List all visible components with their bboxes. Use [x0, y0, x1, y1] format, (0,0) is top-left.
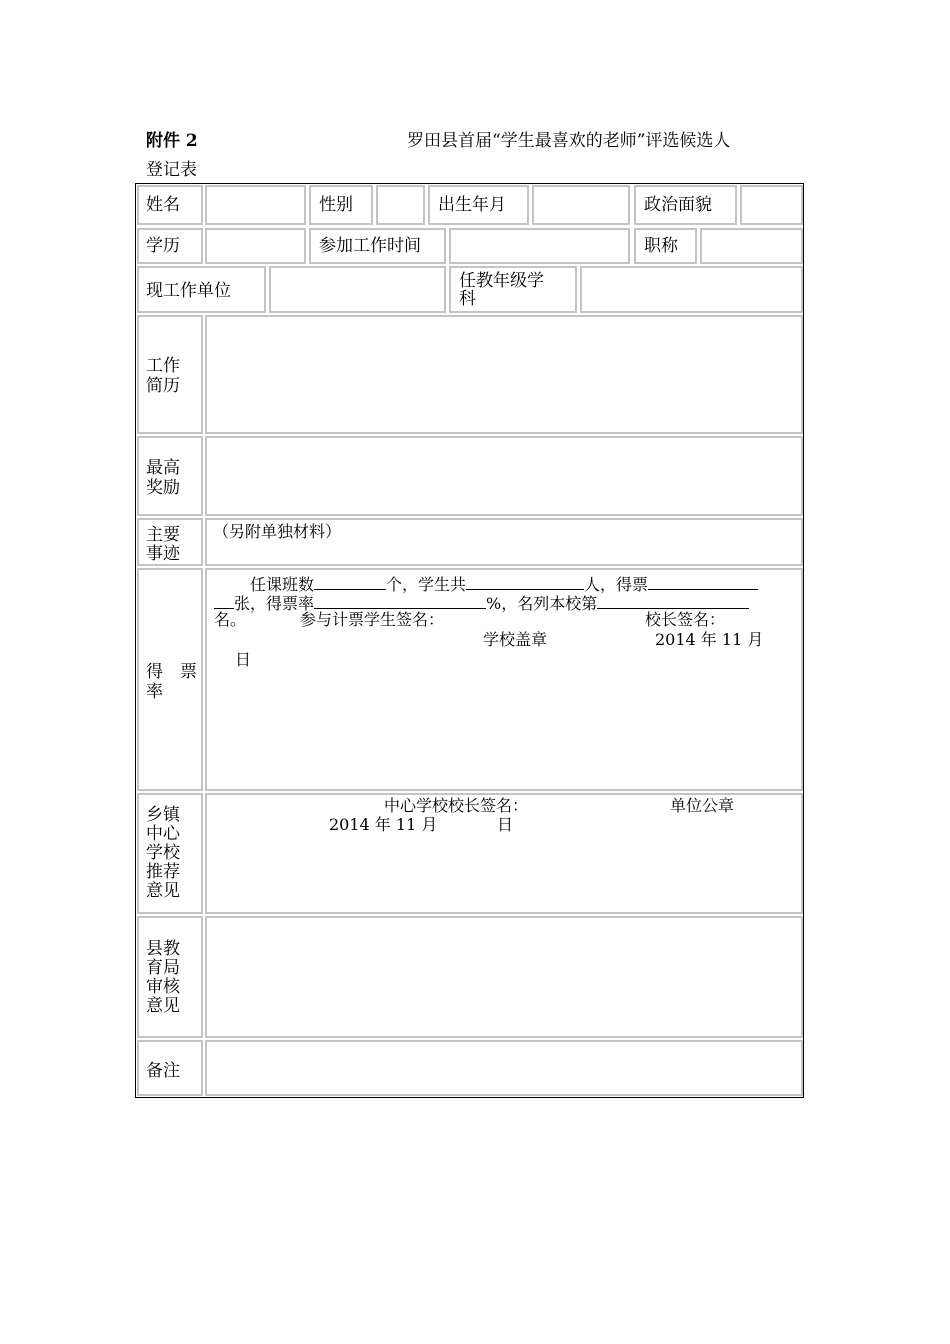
vote-area: [205, 568, 803, 791]
town-label-cell: [137, 793, 203, 914]
town-day: 日: [497, 815, 514, 834]
town-label-line2: 中心: [146, 824, 180, 844]
deeds-label-line1: 主要: [146, 525, 180, 545]
grade-subject-input-cell[interactable]: [580, 266, 803, 313]
work-start-label-cell: [309, 228, 446, 264]
award-input-area[interactable]: [205, 436, 803, 516]
students-blank[interactable]: [466, 573, 584, 590]
resume-label-line1: 工作: [146, 356, 180, 376]
deeds-note: （另附单独材料）: [213, 522, 342, 541]
politics-label: 政治面貌: [644, 195, 712, 215]
grade-subject-label-line2: 科: [459, 289, 476, 309]
county-label-line3: 审核: [146, 977, 180, 997]
town-principal-signature-label: 中心学校校长签名：: [384, 796, 529, 815]
students-signature-label: 参与计票学生签名：: [300, 610, 445, 629]
county-label-cell: [137, 916, 203, 1038]
education-input-cell[interactable]: [205, 228, 306, 264]
unit-input-cell[interactable]: [269, 266, 446, 313]
name-input-cell[interactable]: [205, 185, 306, 225]
title-label-cell: [634, 228, 697, 264]
vote-label-line1: 得 票: [146, 662, 197, 682]
name-label-cell: [137, 185, 203, 225]
town-label-line4: 推荐: [146, 862, 180, 882]
politics-label-cell: [634, 185, 737, 225]
rank-blank[interactable]: [597, 592, 749, 609]
remark-input-area[interactable]: [205, 1040, 803, 1096]
resume-label-cell: [137, 315, 203, 434]
county-opinion-area[interactable]: [205, 916, 803, 1038]
education-label-cell: [137, 228, 203, 264]
gender-label: 性别: [319, 195, 353, 215]
deeds-label-cell: [137, 518, 203, 566]
principal-signature-label: 校长签名：: [645, 610, 726, 629]
document-subtitle: 登记表: [146, 160, 197, 180]
town-label-line1: 乡镇: [146, 805, 180, 825]
remark-label-cell: [137, 1040, 203, 1096]
education-label: 学历: [146, 236, 180, 256]
gender-label-cell: [309, 185, 373, 225]
classes-blank[interactable]: [314, 573, 386, 590]
vote-date: 2014 年 11 月: [655, 630, 764, 649]
unit-label-cell: [137, 266, 266, 313]
vote-label-cell: [137, 568, 203, 791]
county-label-line4: 意见: [146, 996, 180, 1016]
birth-input-cell[interactable]: [532, 185, 630, 225]
birth-label-cell: [428, 185, 529, 225]
votes-blank[interactable]: [648, 573, 758, 590]
vote-text-rate: 张，得票率: [234, 594, 315, 613]
county-label-line2: 育局: [146, 958, 180, 978]
town-label-line5: 意见: [146, 881, 180, 901]
politics-input-cell[interactable]: [740, 185, 803, 225]
remark-label: 备注: [146, 1061, 180, 1081]
work-start-label: 参加工作时间: [319, 236, 421, 256]
grade-subject-label-cell: [449, 266, 577, 313]
work-start-input-cell[interactable]: [449, 228, 630, 264]
grade-subject-label-line1: 任教年级学: [459, 271, 544, 291]
deeds-input-area[interactable]: [205, 518, 803, 566]
votes-blank-continued[interactable]: [214, 592, 234, 609]
town-opinion-area[interactable]: [205, 793, 803, 914]
birth-label: 出生年月: [438, 195, 506, 215]
rate-blank[interactable]: [314, 592, 486, 609]
town-seal-label: 单位公章: [670, 796, 735, 815]
vote-text-votes: 人，得票: [584, 575, 649, 594]
town-date: 2014 年 11 月: [329, 815, 438, 834]
resume-label-line2: 简历: [146, 376, 180, 396]
county-label-line1: 县教: [146, 939, 180, 959]
resume-input-area[interactable]: [205, 315, 803, 434]
gender-input-cell[interactable]: [376, 185, 425, 225]
vote-day: 日: [235, 650, 252, 669]
vote-text-end: 名。: [214, 610, 247, 629]
vote-text-rank: %，名列本校第: [486, 594, 598, 613]
document-title: 罗田县首届“学生最喜欢的老师”评选候选人: [407, 131, 731, 151]
deeds-label-line2: 事迹: [146, 544, 180, 564]
attachment-number: 附件 2: [146, 131, 198, 151]
award-label-cell: [137, 436, 203, 516]
unit-label: 现工作单位: [146, 281, 231, 301]
award-label-line1: 最高: [146, 458, 180, 478]
vote-label-line2: 率: [146, 682, 163, 702]
award-label-line2: 奖励: [146, 478, 180, 498]
vote-text-classes: 任课班数: [250, 575, 315, 594]
vote-text-students: 个，学生共: [386, 575, 467, 594]
title-input-cell[interactable]: [700, 228, 803, 264]
title-label: 职称: [644, 236, 678, 256]
town-label-line3: 学校: [146, 843, 180, 863]
name-label: 姓名: [146, 195, 180, 215]
school-seal-label: 学校盖章: [483, 630, 548, 649]
